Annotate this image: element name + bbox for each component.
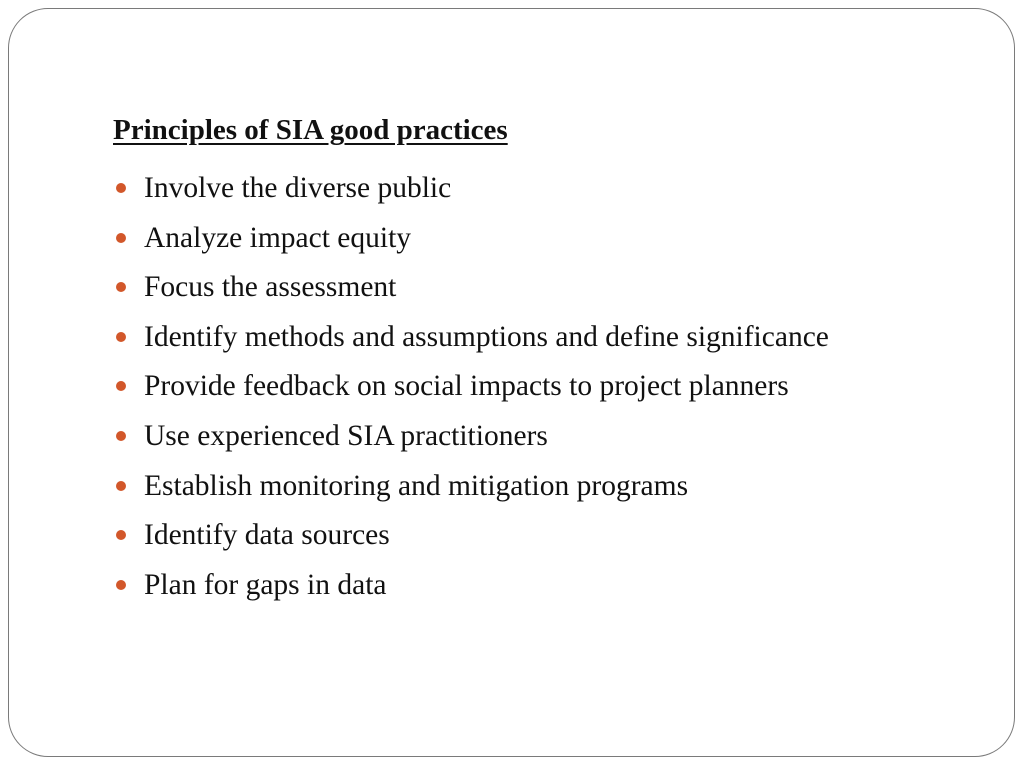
list-item <box>113 316 829 366</box>
bullet-dot-icon <box>116 580 126 590</box>
bullet-text: Plan for gaps in data <box>144 568 387 601</box>
list-item <box>113 564 829 614</box>
bullet-text: Involve the diverse public <box>144 172 452 204</box>
list-item <box>113 465 829 515</box>
bullet-dot-icon <box>116 381 126 391</box>
bullet-text: Identify data sources <box>144 519 390 552</box>
slide-title: Principles of SIA good practices <box>113 114 508 146</box>
bullet-text: Establish monitoring and mitigation programs <box>144 469 689 502</box>
list-item <box>113 266 829 316</box>
list-item <box>113 514 829 564</box>
bullet-text: Focus the assessment <box>144 271 397 304</box>
bullet-dot-icon <box>116 183 126 193</box>
bullet-text: Identify methods and assumptions and define significance <box>144 320 829 353</box>
bullet-dot-icon <box>116 431 126 441</box>
list-item <box>113 217 829 267</box>
bullet-dot-icon <box>116 481 126 491</box>
bullet-text: Use experienced SIA practitioners <box>144 419 548 452</box>
bullet-dot-icon <box>116 233 126 243</box>
bullet-dot-icon <box>116 530 126 540</box>
list-item <box>113 415 829 465</box>
bullet-dot-icon <box>116 332 126 342</box>
list-item <box>113 365 829 415</box>
bullet-text: Analyze impact equity <box>144 221 412 254</box>
bullet-text: Provide feedback on social impacts to project planners <box>144 370 789 403</box>
bullet-dot-icon <box>116 282 126 292</box>
bullet-list <box>113 167 829 613</box>
list-item <box>113 167 829 217</box>
